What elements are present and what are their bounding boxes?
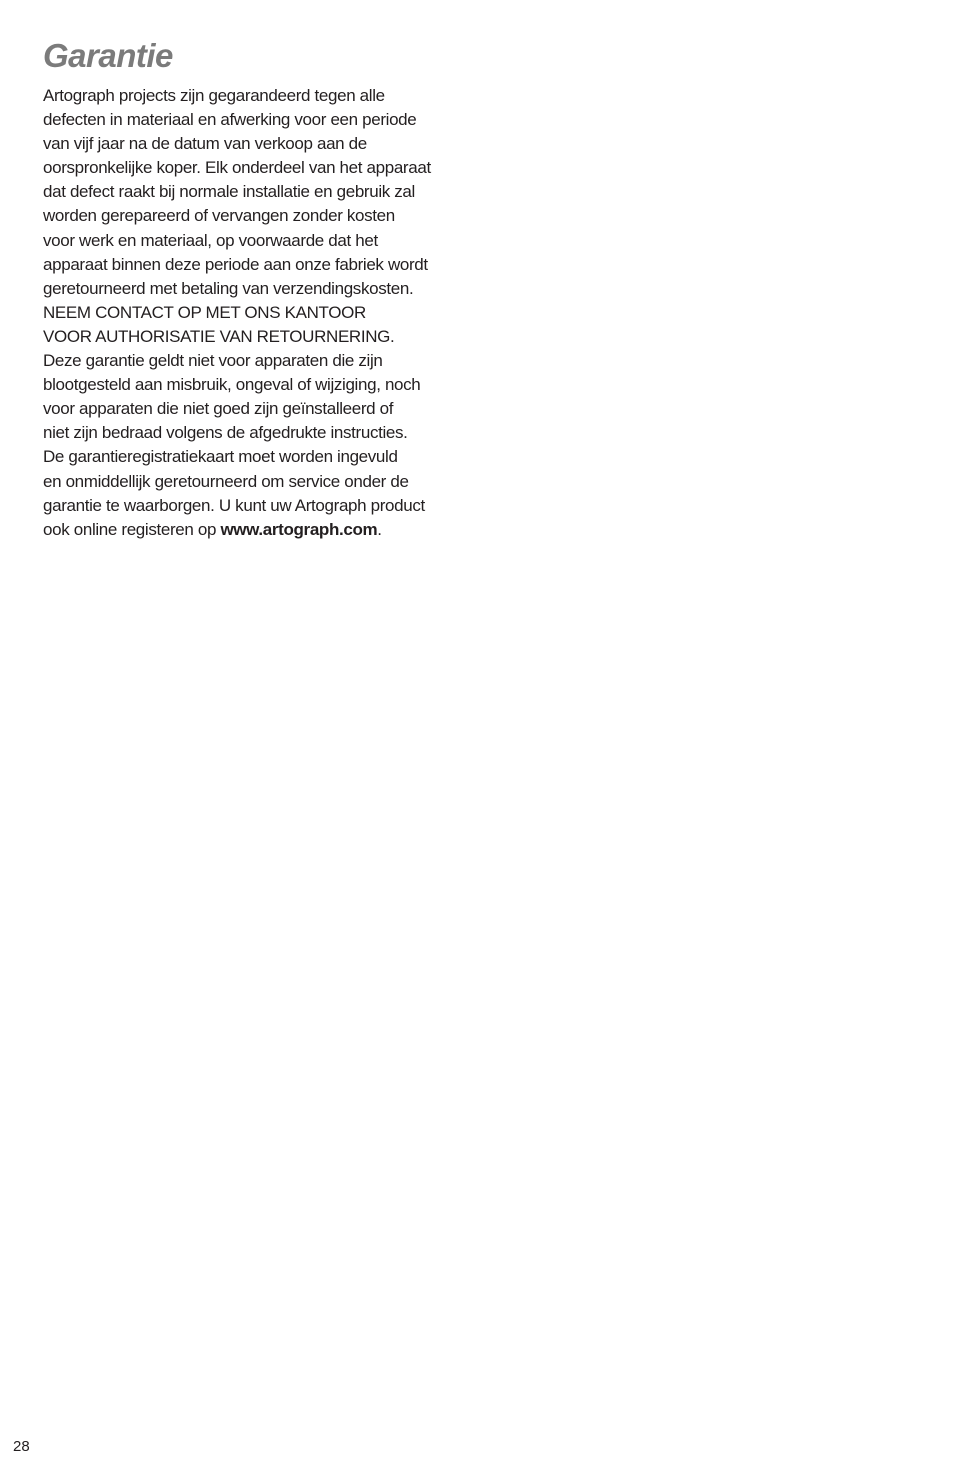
text-line: van vijf jaar na de datum van verkoop aan de <box>43 134 367 154</box>
text-line: blootgesteld aan misbruik, ongeval of wijziging, noch <box>43 375 421 395</box>
text-line: worden gerepareerd of vervangen zonder kosten <box>43 206 395 226</box>
text-line: NEEM CONTACT OP MET ONS KANTOOR <box>43 302 366 322</box>
registration-prefix: ook online registeren op <box>43 519 221 539</box>
website-link[interactable]: www.artograph.com <box>220 519 378 539</box>
text-line: niet zijn bedraad volgens de afgedrukte instructies. <box>43 423 408 443</box>
text-line: geretourneerd met betaling van verzendingskosten. <box>43 278 414 298</box>
text-line: voor apparaten die niet goed zijn geïnstalleerd of <box>43 399 394 419</box>
text-line: en onmiddellijk geretourneerd om service onder de <box>43 471 409 491</box>
text-line: dat defect raakt bij normale installatie en gebruik zal <box>43 182 415 202</box>
text-line: apparaat binnen deze periode aan onze fabriek wordt <box>43 254 428 274</box>
text-line: voor werk en materiaal, op voorwaarde dat het <box>43 230 378 250</box>
text-line: defecten in materiaal en afwerking voor een periode <box>43 110 417 130</box>
page-title: Garantie <box>43 37 173 74</box>
warranty-text <box>43 84 483 542</box>
registration-suffix: . <box>377 519 382 539</box>
text-line-registration <box>43 518 483 542</box>
text-line: oorspronkelijke koper. Elk onderdeel van het apparaat <box>43 158 431 178</box>
text-line: garantie te waarborgen. U kunt uw Artograph product <box>43 495 425 515</box>
text-line: De garantieregistratiekaart moet worden ingevuld <box>43 447 398 467</box>
page-number: 28 <box>13 1438 30 1455</box>
text-line: Artograph projects zijn gegarandeerd tegen alle <box>43 86 385 105</box>
text-line: Deze garantie geldt niet voor apparaten die zijn <box>43 351 383 371</box>
text-line: VOOR AUTHORISATIE VAN RETOURNERING. <box>43 326 395 346</box>
